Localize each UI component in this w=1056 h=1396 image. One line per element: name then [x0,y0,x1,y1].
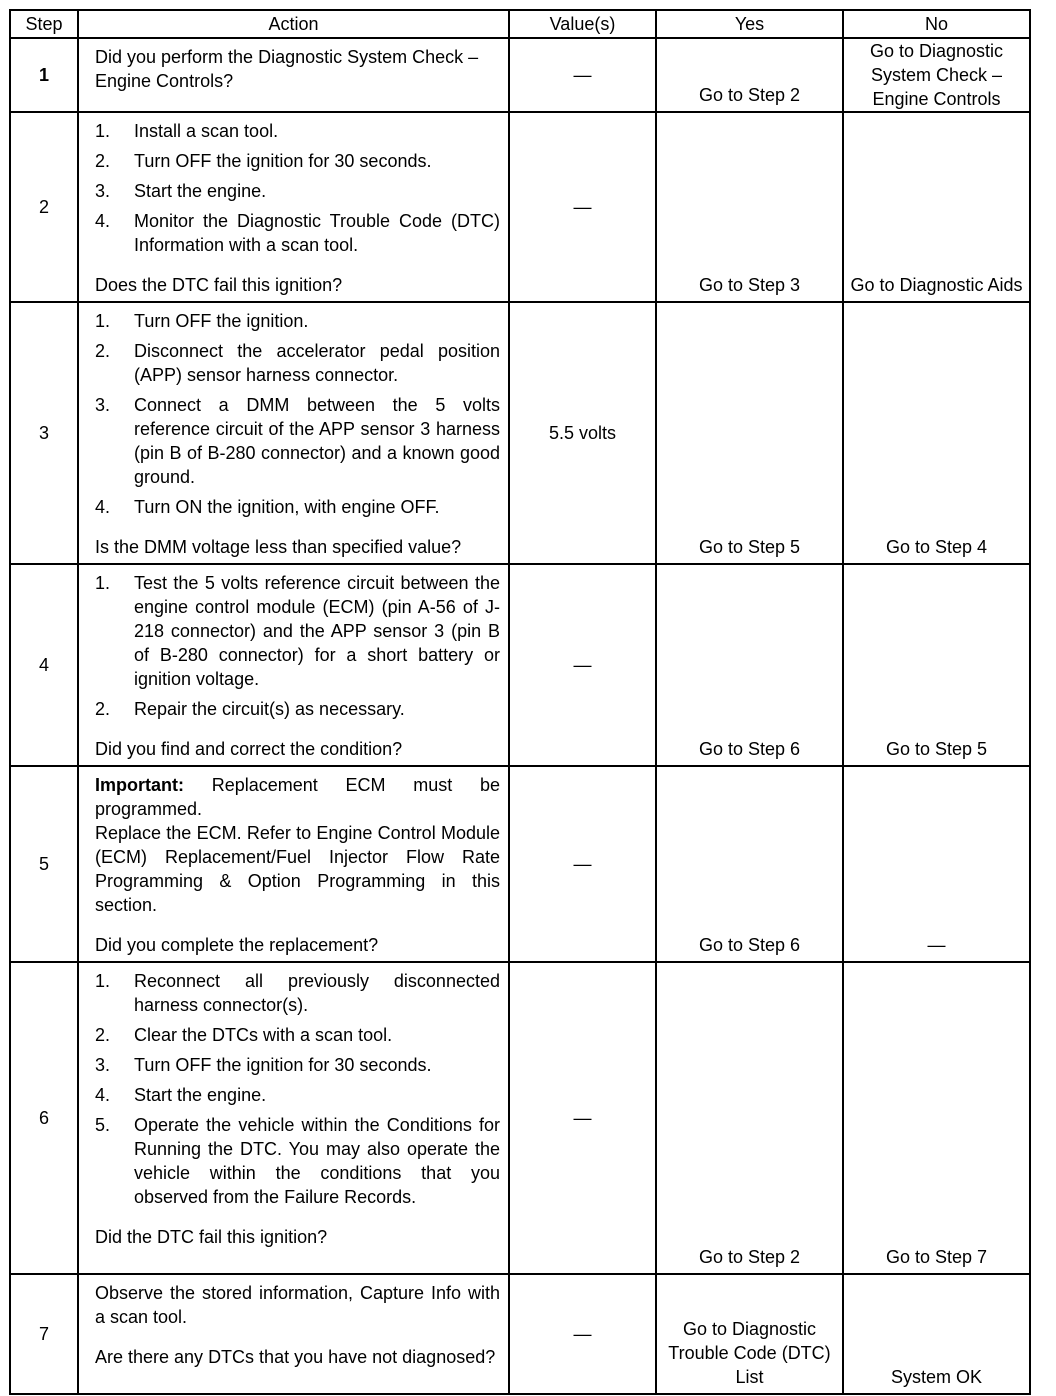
yes-cell: Go to Step 2 [656,38,843,112]
item-number: 4. [95,211,111,231]
list-item [95,149,500,173]
header-step: Step [10,10,78,38]
table-row [10,1274,1030,1394]
item-number: 1. [95,971,111,991]
no-cell: System OK [843,1274,1030,1394]
item-number: 4. [95,1085,111,1105]
table-row [10,302,1030,564]
value-cell: — [509,766,656,962]
header-no: No [843,10,1030,38]
action-cell [78,38,509,112]
item-text: Test the 5 volts reference circuit between the engine control module (ECM) (pin A-56 of J-218 connector) and the APP sensor 3 (pin B of B-280 connector) for a short battery or ignition voltage. [134,573,500,689]
item-text: Clear the DTCs with a scan tool. [134,1025,393,1045]
table-row [10,766,1030,962]
action-text: Replace the ECM. Refer to Engine Control Module (ECM) Replacement/Fuel Injector Flow Rate Programming & Option Programming in this section. [95,823,500,915]
value-cell: — [509,38,656,112]
item-text: Turn OFF the ignition for 30 seconds. [134,1055,432,1075]
list-item [95,209,500,257]
action-cell [78,112,509,302]
step-number: 6 [10,962,78,1274]
list-item [95,393,500,489]
question-text: Did you complete the replacement? [95,935,379,955]
question-text: Did you find and correct the condition? [95,739,403,759]
item-number: 3. [95,395,111,415]
list-item [95,1083,500,1107]
list-item [95,969,500,1017]
action-list [95,571,500,721]
header-row [10,10,1030,38]
table-row [10,962,1030,1274]
item-text: Install a scan tool. [134,121,279,141]
item-number: 2. [95,151,111,171]
yes-cell: Go to Step 2 [656,962,843,1274]
yes-cell: Go to Step 6 [656,564,843,766]
item-number: 5. [95,1115,111,1135]
action-cell [78,962,509,1274]
item-text: Reconnect all previously disconnected harness connector(s). [134,971,500,1015]
item-text: Start the engine. [134,181,267,201]
important-label: Important: [95,775,184,795]
no-cell: Go to Diagnostic Aids [843,112,1030,302]
value-cell: — [509,1274,656,1394]
no-cell: Go to Step 4 [843,302,1030,564]
item-number: 1. [95,121,111,141]
list-item [95,697,500,721]
no-cell: Go to Diagnostic System Check – Engine Controls [843,38,1030,112]
item-text: Turn OFF the ignition. [134,311,309,331]
yes-cell: Go to Step 5 [656,302,843,564]
header-action: Action [78,10,509,38]
action-cell [78,302,509,564]
step-number: 3 [10,302,78,564]
diagnostic-table [9,9,1031,1395]
item-number: 2. [95,341,111,361]
step-number: 4 [10,564,78,766]
action-cell [78,1274,509,1394]
item-text: Start the engine. [134,1085,267,1105]
action-text: Did you perform the Diagnostic System Check – Engine Controls? [95,47,479,91]
item-text: Turn OFF the ignition for 30 seconds. [134,151,432,171]
important-text: Replacement ECM must be programmed. [95,775,500,819]
list-item [95,1053,500,1077]
action-list [95,969,500,1209]
item-number: 1. [95,573,111,593]
question-text: Are there any DTCs that you have not diagnosed? [95,1347,496,1367]
question-text: Did the DTC fail this ignition? [95,1227,328,1247]
action-list [95,309,500,519]
action-text: Observe the stored information, Capture Info with a scan tool. [95,1283,500,1327]
item-text: Disconnect the accelerator pedal position (APP) sensor harness connector. [134,341,500,385]
list-item [95,179,500,203]
list-item [95,495,500,519]
list-item [95,571,500,691]
item-number: 2. [95,1025,111,1045]
important-note [95,773,500,821]
step-number: 1 [10,38,78,112]
item-number: 1. [95,311,111,331]
item-text: Turn ON the ignition, with engine OFF. [134,497,440,517]
action-cell [78,766,509,962]
list-item [95,119,500,143]
table-row [10,112,1030,302]
no-cell: — [843,766,1030,962]
item-text: Repair the circuit(s) as necessary. [134,699,405,719]
header-yes: Yes [656,10,843,38]
no-cell: Go to Step 7 [843,962,1030,1274]
list-item [95,339,500,387]
action-list [95,119,500,257]
list-item [95,309,500,333]
item-number: 4. [95,497,111,517]
item-text: Operate the vehicle within the Conditions for Running the DTC. You may also operate the vehicle within the conditions that you observed from the Failure Records. [134,1115,500,1207]
yes-cell: Go to Diagnostic Trouble Code (DTC) List [656,1274,843,1394]
list-item [95,1023,500,1047]
table-row [10,564,1030,766]
item-text: Connect a DMM between the 5 volts reference circuit of the APP sensor 3 harness (pin B of B-280 connector) and a known good ground. [134,395,500,487]
question-text: Is the DMM voltage less than specified value? [95,537,462,557]
table-row [10,38,1030,112]
value-cell: 5.5 volts [509,302,656,564]
value-cell: — [509,112,656,302]
yes-cell: Go to Step 6 [656,766,843,962]
question-text: Does the DTC fail this ignition? [95,275,343,295]
step-number: 2 [10,112,78,302]
list-item [95,1113,500,1209]
action-cell [78,564,509,766]
value-cell: — [509,564,656,766]
yes-cell: Go to Step 3 [656,112,843,302]
step-number: 5 [10,766,78,962]
value-cell: — [509,962,656,1274]
item-number: 3. [95,181,111,201]
item-number: 2. [95,699,111,719]
header-values: Value(s) [509,10,656,38]
no-cell: Go to Step 5 [843,564,1030,766]
step-number: 7 [10,1274,78,1394]
item-number: 3. [95,1055,111,1075]
item-text: Monitor the Diagnostic Trouble Code (DTC) Information with a scan tool. [134,211,500,255]
